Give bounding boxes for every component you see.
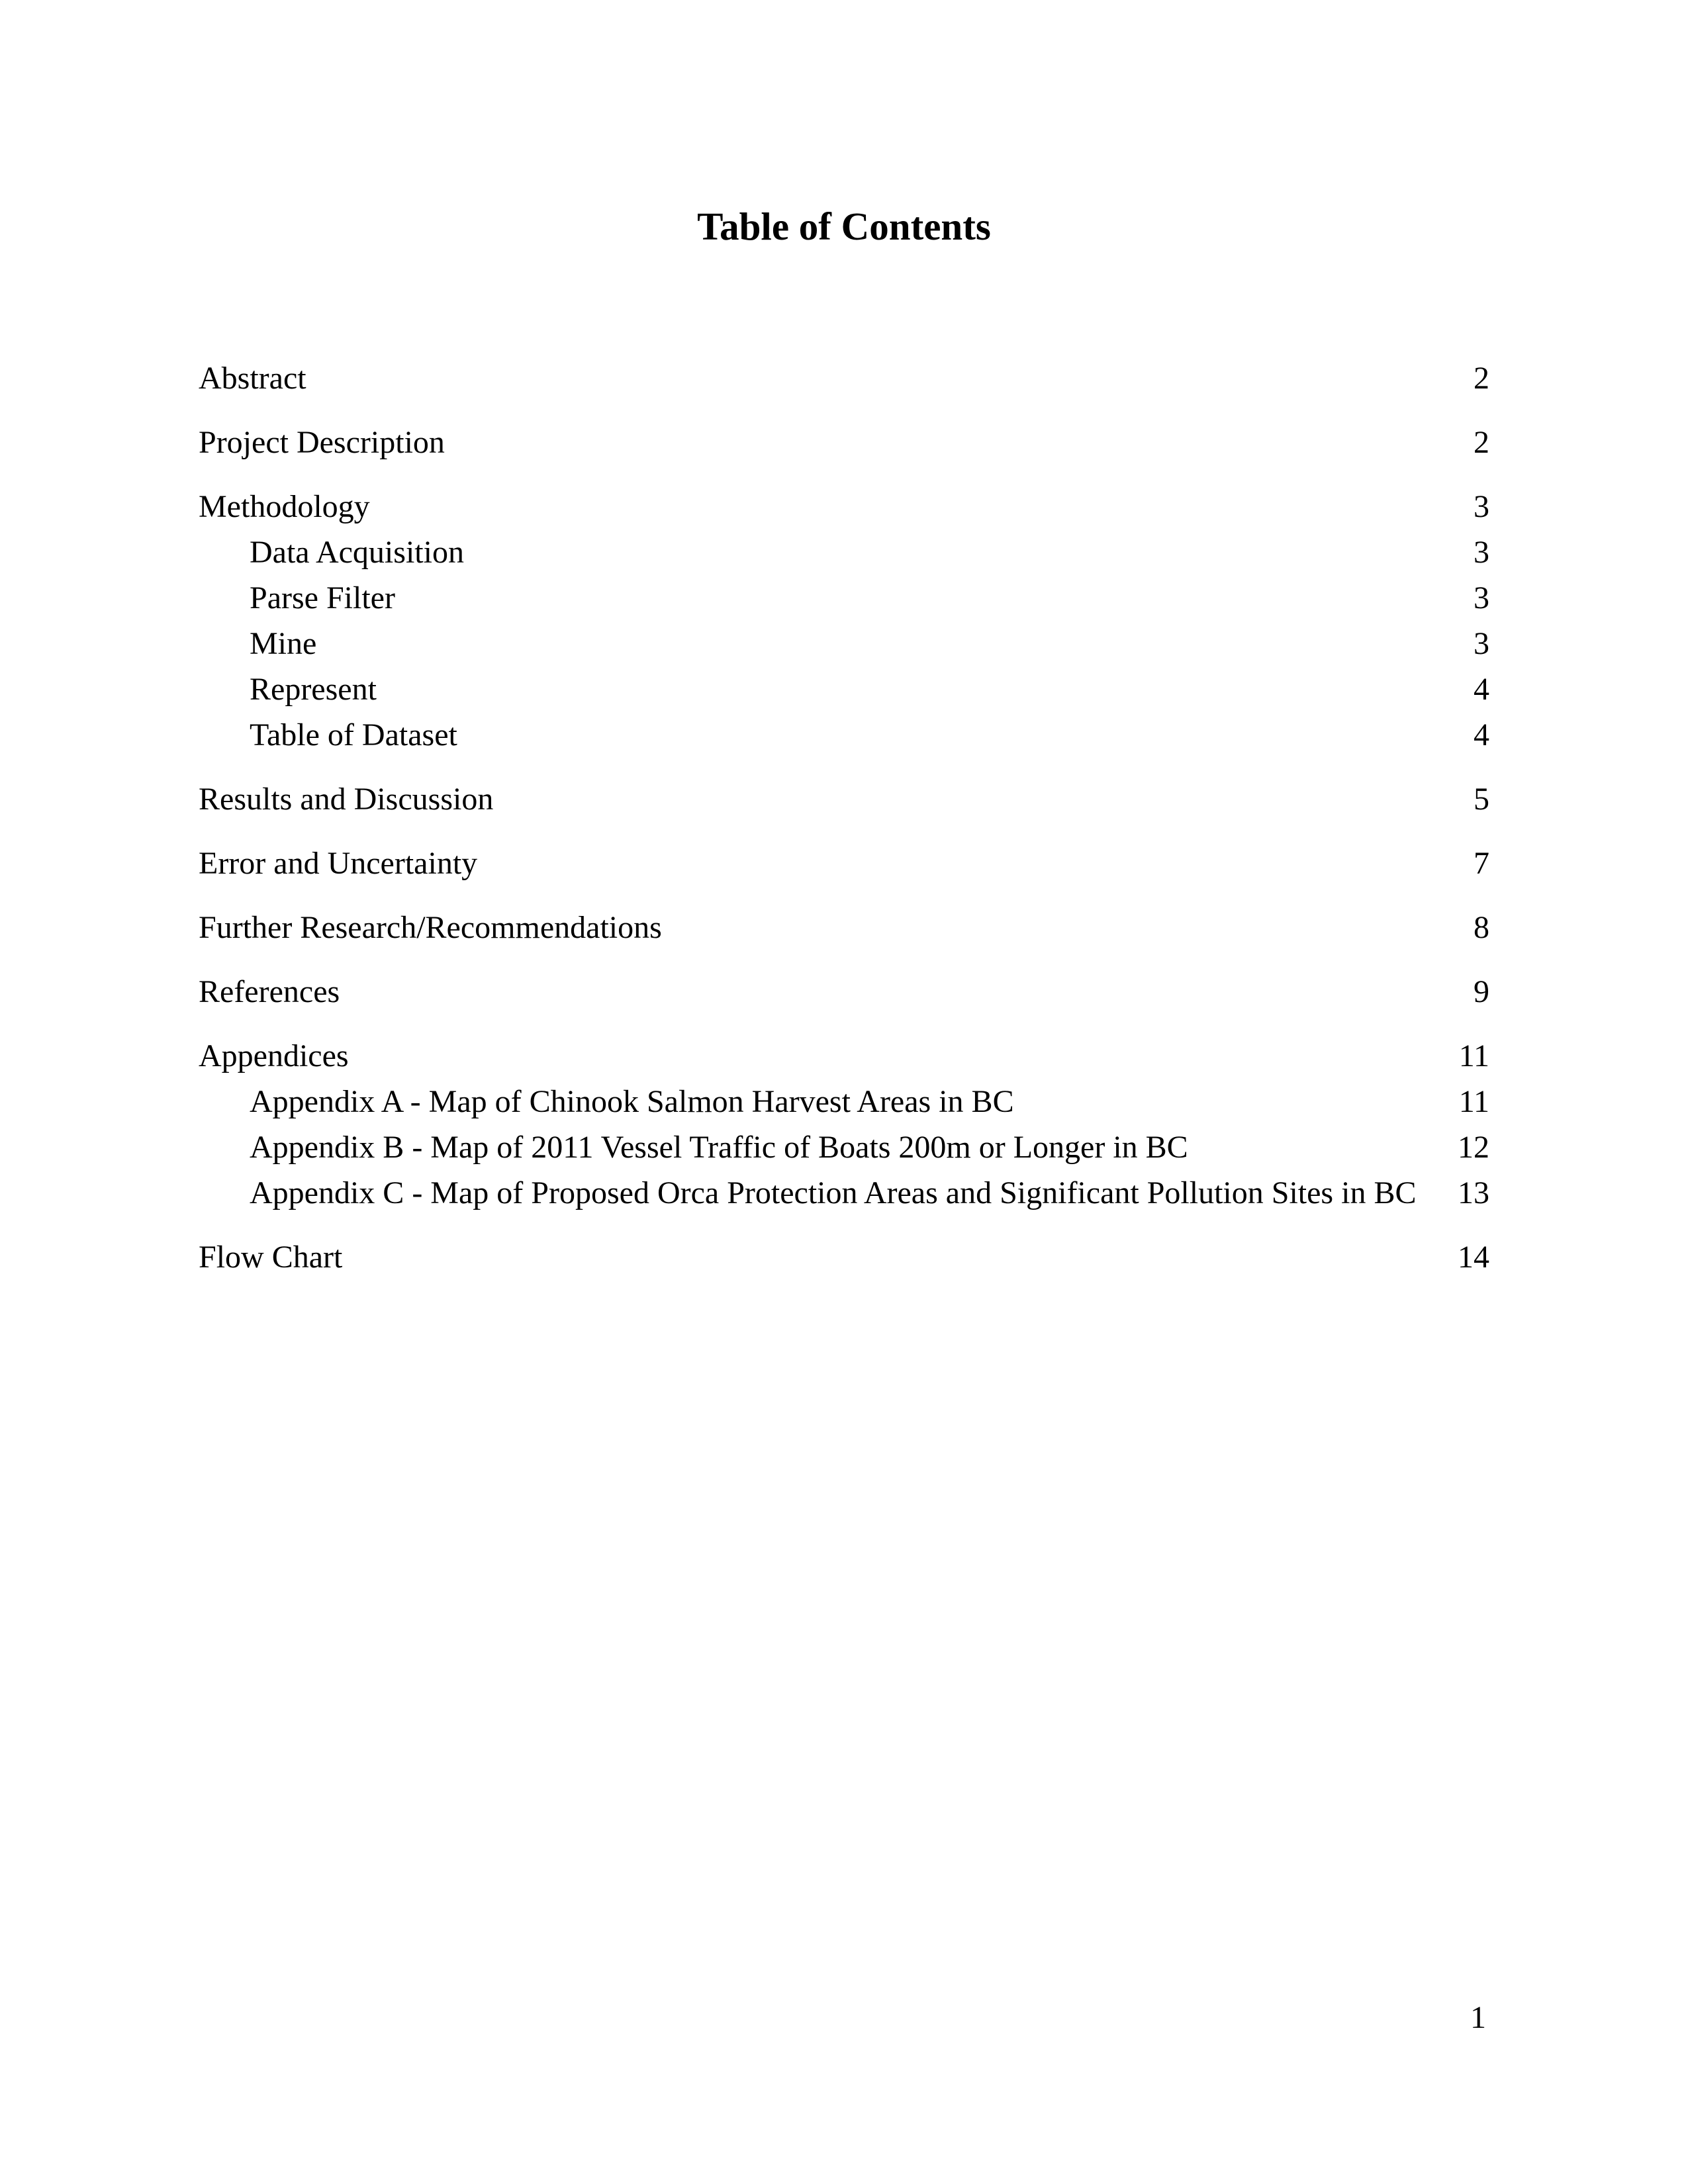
toc-entry-row (199, 575, 1489, 621)
toc-entry-page-number: 9 (1474, 974, 1489, 1009)
toc-entry-row (199, 1033, 1489, 1079)
toc-entry-row (199, 841, 1489, 886)
toc-entry-page-number: 13 (1458, 1175, 1489, 1210)
toc-entry-page-number: 11 (1458, 1038, 1489, 1073)
toc-entry-page-number: 3 (1474, 489, 1489, 524)
toc-entry-row (199, 420, 1489, 465)
toc-entry-label: Methodology (199, 489, 370, 524)
toc-entry-row (199, 621, 1489, 666)
toc-entry-row (199, 529, 1489, 575)
toc-entry-label: References (199, 974, 340, 1009)
toc-entry-label: Mine (250, 626, 317, 661)
toc-entry-page-number: 3 (1474, 580, 1489, 615)
toc-entry-label: Data Acquisition (250, 535, 464, 570)
toc-entry-label: Appendix B - Map of 2011 Vessel Traffic of Boats 200m or Longer in BC (250, 1130, 1188, 1165)
toc-entry-page-number: 5 (1474, 782, 1489, 817)
toc-entry-label: Appendix A - Map of Chinook Salmon Harvest Areas in BC (250, 1084, 1014, 1119)
toc-entry-row (199, 969, 1489, 1015)
toc-entry-label: Table of Dataset (250, 717, 457, 752)
toc-entry-label: Further Research/Recommendations (199, 910, 662, 945)
toc-entry-label: Abstract (199, 361, 306, 396)
table-of-contents (199, 355, 1489, 1280)
toc-entry-page-number: 12 (1458, 1130, 1489, 1165)
toc-entry-page-number: 7 (1474, 846, 1489, 881)
toc-entry-row (199, 484, 1489, 529)
toc-entry-row (199, 1234, 1489, 1280)
toc-entry-row (199, 666, 1489, 712)
toc-entry-label: Project Description (199, 425, 445, 460)
toc-entry-row (199, 1124, 1489, 1170)
toc-entry-row (199, 355, 1489, 401)
toc-entry-page-number: 2 (1474, 425, 1489, 460)
toc-entry-row (199, 905, 1489, 950)
toc-entry-label: Appendices (199, 1038, 349, 1073)
toc-entry-page-number: 2 (1474, 361, 1489, 396)
toc-entry-page-number: 3 (1474, 626, 1489, 661)
toc-entry-page-number: 3 (1474, 535, 1489, 570)
toc-entry-page-number: 11 (1458, 1084, 1489, 1119)
toc-entry-label: Parse Filter (250, 580, 395, 615)
toc-entry-label: Represent (250, 672, 377, 707)
toc-entry-label: Error and Uncertainty (199, 846, 478, 881)
toc-entry-row (199, 1170, 1489, 1216)
toc-entry-page-number: 8 (1474, 910, 1489, 945)
toc-entry-row (199, 1079, 1489, 1124)
toc-entry-row (199, 712, 1489, 758)
toc-entry-page-number: 4 (1474, 672, 1489, 707)
toc-entry-label: Results and Discussion (199, 782, 494, 817)
toc-entry-label: Appendix C - Map of Proposed Orca Protection Areas and Significant Pollution Sites in BC (250, 1175, 1417, 1210)
toc-entry-row (199, 776, 1489, 822)
page-title: Table of Contents (697, 205, 991, 248)
toc-entry-page-number: 14 (1458, 1240, 1489, 1275)
toc-entry-page-number: 4 (1474, 717, 1489, 752)
toc-entry-label: Flow Chart (199, 1240, 343, 1275)
footer-page-number: 1 (1470, 2000, 1486, 2035)
